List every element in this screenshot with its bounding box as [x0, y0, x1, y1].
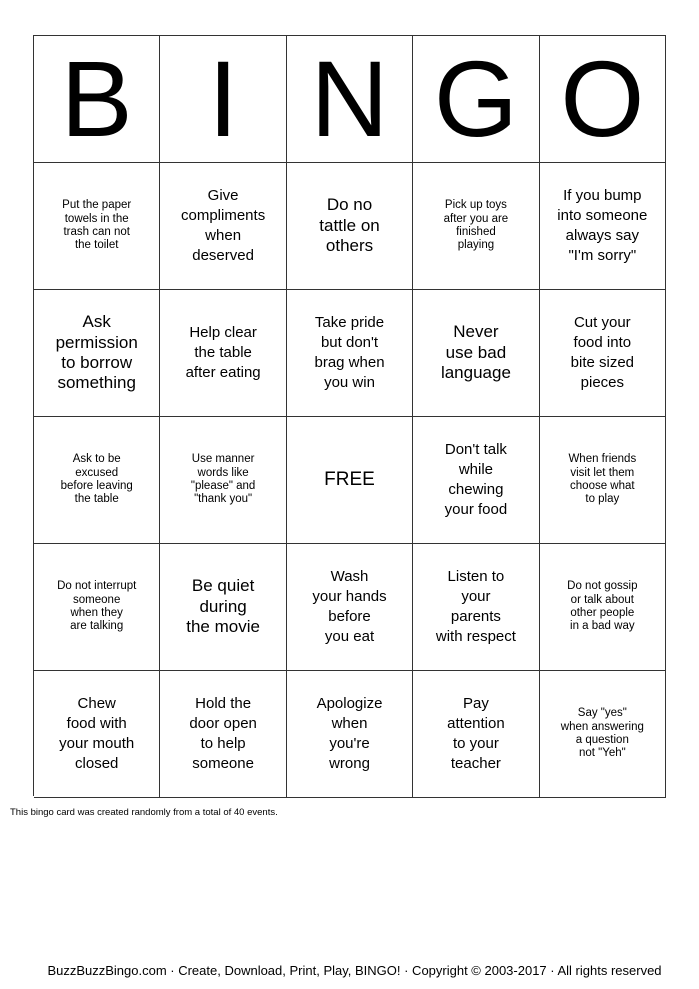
bingo-card — [33, 35, 666, 796]
bingo-cell: Wash your hands before you eat — [287, 544, 413, 671]
header-letter-g: G — [413, 36, 539, 163]
bingo-cell: Ask permission to borrow something — [34, 290, 160, 417]
bingo-cell: Do no tattle on others — [287, 163, 413, 290]
free-space-cell: FREE — [287, 417, 413, 544]
bingo-cell: Pick up toys after you are finished playing — [413, 163, 539, 290]
bingo-row — [34, 671, 666, 798]
bingo-cell: Hold the door open to help someone — [160, 671, 286, 798]
bingo-cell: Do not interrupt someone when they are talking — [34, 544, 160, 671]
header-letter-o: O — [540, 36, 666, 163]
bingo-cell: Listen to your parents with respect — [413, 544, 539, 671]
bingo-cell: Cut your food into bite sized pieces — [540, 290, 666, 417]
bingo-cell: Don't talk while chewing your food — [413, 417, 539, 544]
bingo-cell: Give compliments when deserved — [160, 163, 286, 290]
header-row — [34, 36, 666, 163]
bingo-row — [34, 544, 666, 671]
bingo-cell: Be quiet during the movie — [160, 544, 286, 671]
bingo-cell: Apologize when you're wrong — [287, 671, 413, 798]
header-letter-n: N — [287, 36, 413, 163]
header-letter-i: I — [160, 36, 286, 163]
bingo-cell: Use manner words like "please" and "thank you" — [160, 417, 286, 544]
bingo-row — [34, 290, 666, 417]
bingo-cell: When friends visit let them choose what to play — [540, 417, 666, 544]
bingo-cell: If you bump into someone always say "I'm sorry" — [540, 163, 666, 290]
bingo-cell: Never use bad language — [413, 290, 539, 417]
bingo-cell: Ask to be excused before leaving the table — [34, 417, 160, 544]
bingo-row — [34, 417, 666, 544]
bingo-cell: Say "yes" when answering a question not "Yeh" — [540, 671, 666, 798]
bingo-cell: Do not gossip or talk about other people in a bad way — [540, 544, 666, 671]
page-footer: BuzzBuzzBingo.com · Create, Download, Print, Play, BINGO! · Copyright © 2003-2017 · All rights reserved — [47, 963, 662, 978]
bingo-cell: Help clear the table after eating — [160, 290, 286, 417]
bingo-cell: Chew food with your mouth closed — [34, 671, 160, 798]
bingo-row — [34, 163, 666, 290]
card-note: This bingo card was created randomly from a total of 40 events. — [10, 807, 278, 818]
bingo-cell: Take pride but don't brag when you win — [287, 290, 413, 417]
bingo-cell: Pay attention to your teacher — [413, 671, 539, 798]
bingo-grid — [34, 163, 666, 798]
bingo-cell: Put the paper towels in the trash can not the toilet — [34, 163, 160, 290]
header-letter-b: B — [34, 36, 160, 163]
